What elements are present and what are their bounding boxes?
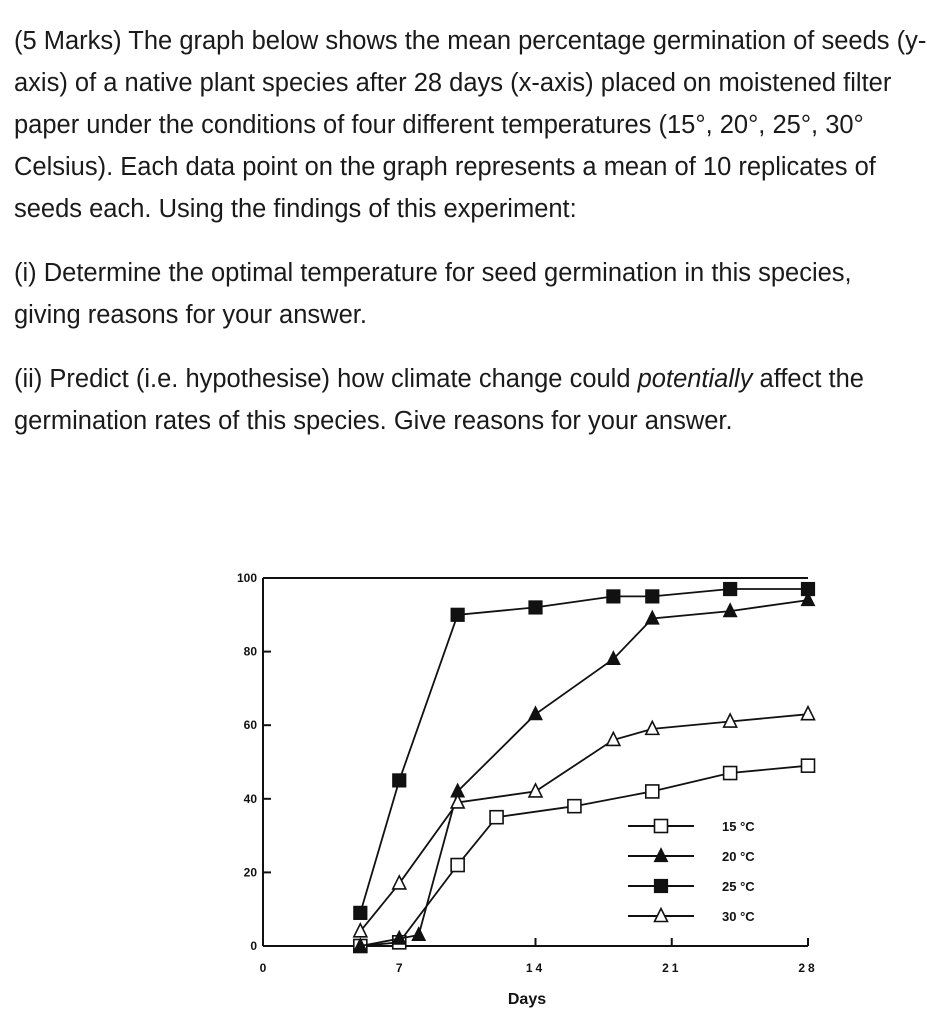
data-point [490, 811, 503, 824]
question-line: germination rates of this species. Give reasons for your answer. [14, 407, 733, 435]
data-point [724, 767, 737, 780]
data-point [568, 800, 581, 813]
legend-marker [655, 880, 668, 893]
x-tick-label: 21 [662, 961, 682, 975]
question-line-part: (ii) Predict (i.e. hypothesise) how climate change could [14, 365, 638, 393]
question-line: paper under the conditions of four different temperatures (15°, 20°, 25°, 30° [14, 111, 864, 139]
series-layer [354, 583, 815, 953]
y-axis-ticks [237, 571, 271, 953]
legend-label: 30 °C [722, 909, 755, 924]
legend-marker [655, 820, 668, 833]
series-line [360, 589, 808, 913]
question-line: axis) of a native plant species after 28 days (x-axis) placed on moistened filter [14, 69, 892, 97]
data-point [451, 859, 464, 872]
question-line: giving reasons for your answer. [14, 301, 367, 329]
data-point [802, 707, 815, 720]
y-tick-label: 80 [243, 644, 257, 659]
data-point [802, 583, 815, 596]
question-line: (5 Marks) The graph below shows the mean percentage germination of seeds (y- [14, 27, 927, 55]
question-line: Celsius). Each data point on the graph represents a mean of 10 replicates of [14, 153, 876, 181]
data-point [802, 759, 815, 772]
x-axis-label: Days [507, 991, 547, 1008]
y-tick-label: 40 [243, 791, 257, 806]
question-line: (i) Determine the optimal temperature for seed germination in this species, [14, 259, 852, 287]
data-point [646, 785, 659, 798]
x-tick-label: 28 [798, 961, 818, 975]
legend-label: 15 °C [722, 819, 755, 834]
data-point [451, 608, 464, 621]
data-point [412, 927, 425, 940]
question-line-part: affect the [752, 365, 864, 393]
series-line [360, 600, 808, 946]
question-text [14, 20, 927, 442]
question-line: seeds each. Using the findings of this experiment: [14, 195, 577, 223]
y-tick-label: 20 [243, 865, 257, 880]
data-point [724, 583, 737, 596]
data-point [529, 707, 542, 720]
question-paragraph-3 [14, 358, 927, 442]
x-tick-label: 7 [395, 961, 403, 975]
data-point [646, 590, 659, 603]
y-tick-label: 60 [243, 718, 257, 733]
data-point [393, 774, 406, 787]
y-tick-label: 100 [236, 571, 257, 585]
x-tick-label: 14 [525, 961, 546, 975]
germination-chart [0, 560, 927, 1010]
y-tick-label: 0 [250, 939, 257, 953]
data-point [529, 784, 542, 797]
question-paragraph-1 [14, 20, 927, 230]
data-point [354, 906, 367, 919]
x-tick-label: 0 [259, 961, 267, 975]
legend-label: 20 °C [722, 849, 755, 864]
series-group [354, 583, 815, 920]
question-paragraph-2 [14, 252, 927, 336]
data-point [529, 601, 542, 614]
x-axis-ticks [260, 938, 818, 975]
data-point [607, 590, 620, 603]
legend [628, 819, 755, 924]
question-emphasis: potentially [637, 365, 753, 393]
legend-label: 25 °C [722, 879, 755, 894]
